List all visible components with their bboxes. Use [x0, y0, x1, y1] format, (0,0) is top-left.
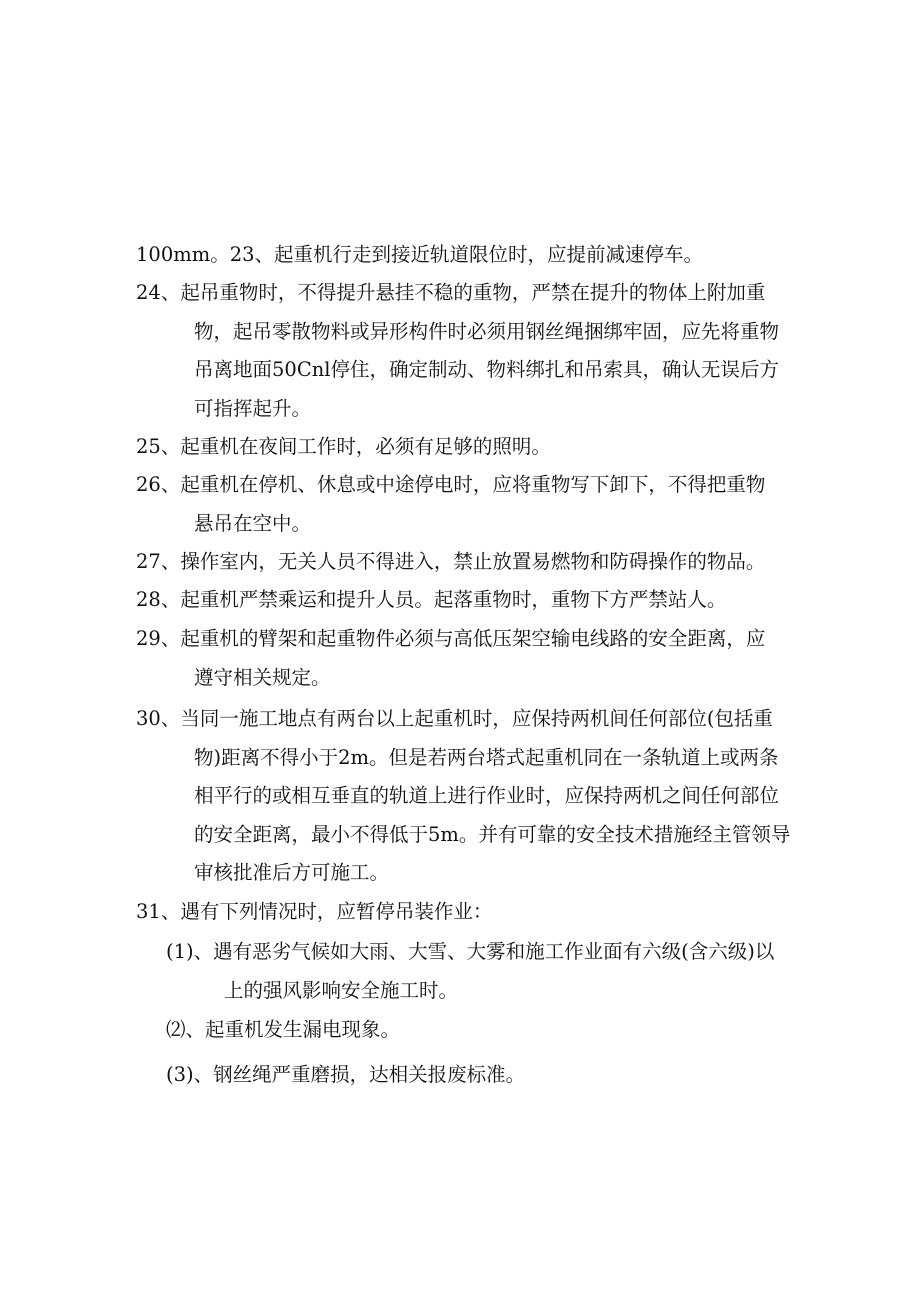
- text-line: 悬吊在空中。: [194, 511, 312, 535]
- paragraph-25: [136, 428, 836, 467]
- text-line: 25、起重机在夜间工作时，必须有足够的照明。: [136, 435, 551, 458]
- paragraph-26: [136, 466, 836, 543]
- text-line: 100mm。23、起重机行走到接近轨道限位时，应提前减速停车。: [136, 243, 704, 266]
- paragraph-29: [136, 620, 836, 697]
- text-line: 物，起吊零散物料或异形构件时必须用钢丝绳捆绑牢固，应先将重物: [194, 319, 780, 343]
- paragraph-23: [136, 236, 836, 275]
- paragraph-27: [136, 543, 836, 582]
- paragraph-24: [136, 274, 836, 428]
- text-line: 的安全距离，最小不得低于5m。并有可靠的安全技术措施经主管领导: [194, 822, 791, 846]
- sub-item-2: [166, 1011, 846, 1050]
- text-line: 遵守相关规定。: [194, 665, 331, 689]
- text-line: (1)、遇有恶劣气候如大雨、大雪、大雾和施工作业面有六级(含六级)以: [166, 940, 775, 963]
- text-line: 可指挥起升。: [194, 396, 312, 420]
- text-line: 26、起重机在停机、休息或中途停电时，应将重物写下卸下，不得把重物: [136, 473, 766, 496]
- text-line: 吊离地面50Cnl停住，确定制动、物料绑扎和吊索具，确认无误后方: [194, 358, 780, 381]
- text-line: 28、起重机严禁乘运和提升人员。起落重物时，重物下方严禁站人。: [136, 588, 727, 611]
- sub-item-3: [166, 1056, 846, 1095]
- text-line: 30、当同一施工地点有两台以上起重机时，应保持两机间任何部位(包括重: [136, 707, 773, 730]
- text-line: 27、操作室内，无关人员不得进入，禁止放置易燃物和防碍操作的物品。: [136, 550, 766, 573]
- paragraph-30: [136, 700, 836, 893]
- paragraph-28: [136, 581, 836, 620]
- sub-item-1: [166, 933, 846, 1010]
- text-line: 上的强风影响安全施工时。: [224, 978, 459, 1002]
- text-line: ⑵、起重机发生漏电现象。: [166, 1018, 401, 1041]
- text-line: 物)距离不得小于2m。但是若两台塔式起重机同在一条轨道上或两条: [194, 745, 779, 769]
- text-line: 24、起吊重物时，不得提升悬挂不稳的重物，严禁在提升的物体上附加重: [136, 281, 766, 304]
- text-line: 相平行的或相互垂直的轨道上进行作业时，应保持两机之间任何部位: [194, 784, 780, 807]
- text-line: 审核批准后方可施工。: [194, 861, 390, 884]
- text-line: 29、起重机的臂架和起重物件必须与高低压架空输电线路的安全距离，应: [136, 627, 766, 650]
- text-line: (3)、钢丝绳严重磨损，达相关报废标准。: [166, 1063, 526, 1086]
- text-line: 31、遇有下列情况时，应暂停吊装作业：: [136, 900, 493, 923]
- paragraph-31: [136, 893, 836, 932]
